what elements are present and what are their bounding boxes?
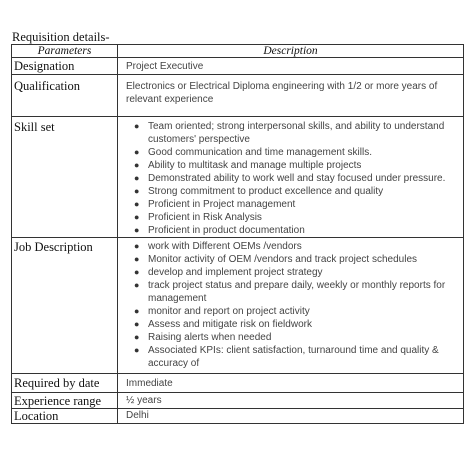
- job-description-label: Job Description: [12, 238, 118, 374]
- bullet-icon: ●: [134, 186, 140, 196]
- qualification-value: Electronics or Electrical Diploma engineering with 1/2 or more years of relevant experience: [118, 75, 464, 117]
- requisition-table: [11, 44, 464, 424]
- list-item: ● Good communication and time management skills.: [134, 147, 372, 158]
- list-item: ● Proficient in Project management: [134, 199, 296, 210]
- row-qualification: [12, 75, 464, 117]
- bullet-icon: ●: [134, 345, 140, 355]
- row-location: [12, 409, 464, 424]
- list-item: ● Associated KPIs: client satisfaction, turnaround time and quality & accuracy of: [134, 345, 439, 369]
- bullet-icon: ●: [134, 121, 140, 131]
- bullet-icon: ●: [134, 319, 140, 329]
- skill-set-list: [118, 120, 459, 237]
- bullet-icon: ●: [134, 160, 140, 170]
- bullet-icon: ●: [134, 332, 140, 342]
- skill-set-cell: [118, 117, 464, 238]
- list-item: ● Ability to multitask and manage multiple projects: [134, 160, 362, 171]
- designation-value: Project Executive: [118, 58, 464, 75]
- section-heading: Requisition details-: [12, 30, 110, 44]
- row-experience: [12, 393, 464, 409]
- bullet-icon: ●: [134, 212, 140, 222]
- list-item: ● Assess and mitigate risk on fieldwork: [134, 319, 312, 330]
- job-description-list: [118, 240, 459, 370]
- bullet-icon: ●: [134, 280, 140, 290]
- bullet-icon: ●: [134, 173, 140, 183]
- qualification-label: Qualification: [12, 75, 118, 117]
- list-item: ● Team oriented; strong interpersonal skills, and ability to understand customers' perspective: [134, 121, 445, 145]
- requisition-document: [11, 30, 463, 424]
- list-item: ● monitor and report on project activity: [134, 306, 310, 317]
- row-designation: [12, 58, 464, 75]
- experience-value: ½ years: [118, 393, 464, 409]
- designation-label: Designation: [12, 58, 118, 75]
- list-item: ● develop and implement project strategy: [134, 267, 323, 278]
- column-header-parameters: Parameters: [12, 45, 118, 58]
- bullet-icon: ●: [134, 267, 140, 277]
- experience-label: Experience range: [12, 393, 118, 409]
- skill-set-label: Skill set: [12, 117, 118, 238]
- bullet-icon: ●: [134, 199, 140, 209]
- column-header-description: Description: [118, 45, 464, 58]
- list-item: ● Proficient in Risk Analysis: [134, 212, 262, 223]
- list-item: ● Demonstrated ability to work well and stay focused under pressure.: [134, 173, 446, 184]
- list-item: ● work with Different OEMs /vendors: [134, 241, 302, 252]
- row-skill-set: [12, 117, 464, 238]
- list-item: ● Monitor activity of OEM /vendors and track project schedules: [134, 254, 418, 265]
- job-description-cell: [118, 238, 464, 374]
- location-label: Location: [12, 409, 118, 424]
- bullet-icon: ●: [134, 147, 140, 157]
- list-item: ● track project status and prepare daily, weekly or monthly reports for management: [134, 280, 446, 304]
- location-value: Delhi: [118, 409, 464, 424]
- bullet-icon: ●: [134, 306, 140, 316]
- bullet-icon: ●: [134, 225, 140, 235]
- row-required-by: [12, 374, 464, 393]
- required-by-value: Immediate: [118, 374, 464, 393]
- list-item: ● Proficient in product documentation: [134, 225, 305, 236]
- row-job-description: [12, 238, 464, 374]
- table-header-row: [12, 45, 464, 58]
- required-by-label: Required by date: [12, 374, 118, 393]
- bullet-icon: ●: [134, 241, 140, 251]
- bullet-icon: ●: [134, 254, 140, 264]
- list-item: ● Strong commitment to product excellence and quality: [134, 186, 384, 197]
- list-item: ● Raising alerts when needed: [134, 332, 272, 343]
